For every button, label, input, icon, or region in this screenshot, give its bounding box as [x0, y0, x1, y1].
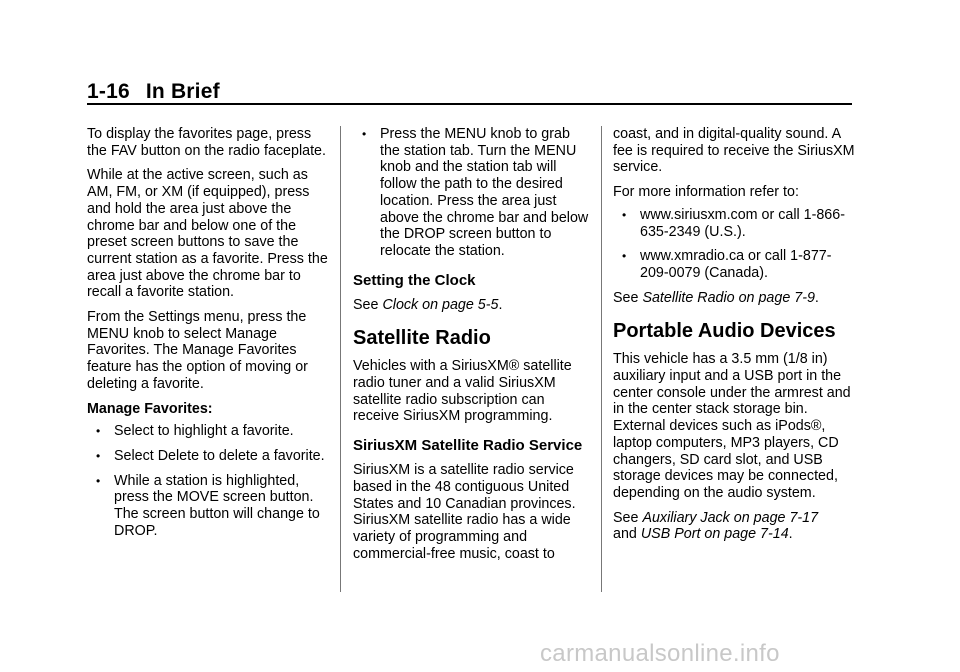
list-item: • Select to highlight a favorite.: [96, 423, 294, 440]
favorites-page-paragraph: To display the favorites page, press the FAV button on the radio faceplate.: [87, 126, 326, 159]
list-item: • www.siriusxm.com or call 1-866-635-2349 (U.S.).: [622, 206, 845, 240]
portable-audio-paragraph: This vehicle has a 3.5 mm (1/8 in) auxiliary input and a USB port in the center console under the armrest and in the center stack storage bin. External devices such as iPods®, laptop computers, MP3 players, CD changers, SD card slot, and USB storage devices may be connected, depending on the audio system.: [613, 351, 851, 501]
save-favorite-paragraph: While at the active screen, such as AM, FM, or XM (if equipped), press and hold the area just above the chrome bar and below one of the preset screen buttons to save the current station as a favorite. Press the area just above the chrome bar to recall a favorite station.: [87, 167, 328, 301]
manage-favorites-label: Manage Favorites:: [87, 400, 213, 417]
page-header: [87, 80, 220, 104]
siriusxm-fee-paragraph: coast, and in digital-quality sound. A fee is required to receive the SiriusXM service.: [613, 126, 855, 176]
section-title: In Brief: [145, 80, 220, 103]
siriusxm-service-paragraph: SiriusXM is a satellite radio service based in the 48 contiguous United States and 10 Canadian provinces. SiriusXM satellite radio has a wide variety of programming and commercial-free music, coast to: [353, 462, 576, 562]
header-rule: [87, 103, 852, 105]
bullet-icon: •: [96, 473, 101, 488]
list-item: • While a station is highlighted, press the MOVE screen button. The screen button will change to DROP.: [96, 472, 320, 539]
satellite-radio-reference: See Satellite Radio on page 7-9.: [613, 289, 819, 306]
aux-jack-page-link[interactable]: Auxiliary Jack on page 7-17: [642, 509, 819, 526]
settings-menu-paragraph: From the Settings menu, press the MENU knob to select Manage Favorites. The Manage Favorites feature has the option of moving or deleting a favorite.: [87, 309, 308, 392]
list-item: • www.xmradio.ca or call 1-877-209-0079 (Canada).: [622, 248, 832, 281]
more-info-paragraph: For more information refer to:: [613, 184, 799, 201]
portable-audio-heading: Portable Audio Devices: [613, 320, 836, 343]
bullet-icon: •: [622, 249, 627, 264]
satellite-radio-page-link[interactable]: Satellite Radio on page 7-9: [642, 289, 815, 306]
bullet-icon: •: [362, 127, 367, 141]
bullet-icon: •: [96, 424, 101, 439]
column-2: [353, 126, 593, 570]
page-number: 1-16: [87, 80, 130, 103]
list-item: • Press the MENU knob to grab the station tab. Turn the MENU knob and the station tab will follow the path to the desired location. Press the area just above the chrome bar and below the DROP screen button to relocate the station.: [362, 126, 589, 259]
column-divider-2: [601, 126, 602, 592]
clock-page-link[interactable]: Clock on page 5-5: [382, 296, 499, 313]
aux-usb-reference: See Auxiliary Jack on page 7-17 and USB Port on page 7-14.: [613, 509, 819, 543]
list-item: • Select Delete to delete a favorite.: [96, 447, 325, 464]
column-1: [87, 126, 332, 547]
column-3: [613, 126, 858, 551]
satellite-radio-paragraph: Vehicles with a SiriusXM® satellite radio tuner and a valid SiriusXM satellite radio subscription can receive SiriusXM programming.: [353, 358, 572, 425]
clock-reference: See Clock on page 5-5.: [353, 296, 503, 313]
setting-clock-heading: Setting the Clock: [353, 271, 476, 289]
bullet-icon: •: [96, 448, 101, 463]
usb-port-page-link[interactable]: USB Port on page 7-14: [640, 526, 789, 543]
column-divider-1: [340, 126, 341, 592]
siriusxm-service-heading: SiriusXM Satellite Radio Service: [353, 437, 583, 455]
watermark: carmanualsonline.info: [540, 640, 780, 667]
satellite-radio-heading: Satellite Radio: [353, 327, 491, 350]
bullet-icon: •: [622, 207, 627, 222]
